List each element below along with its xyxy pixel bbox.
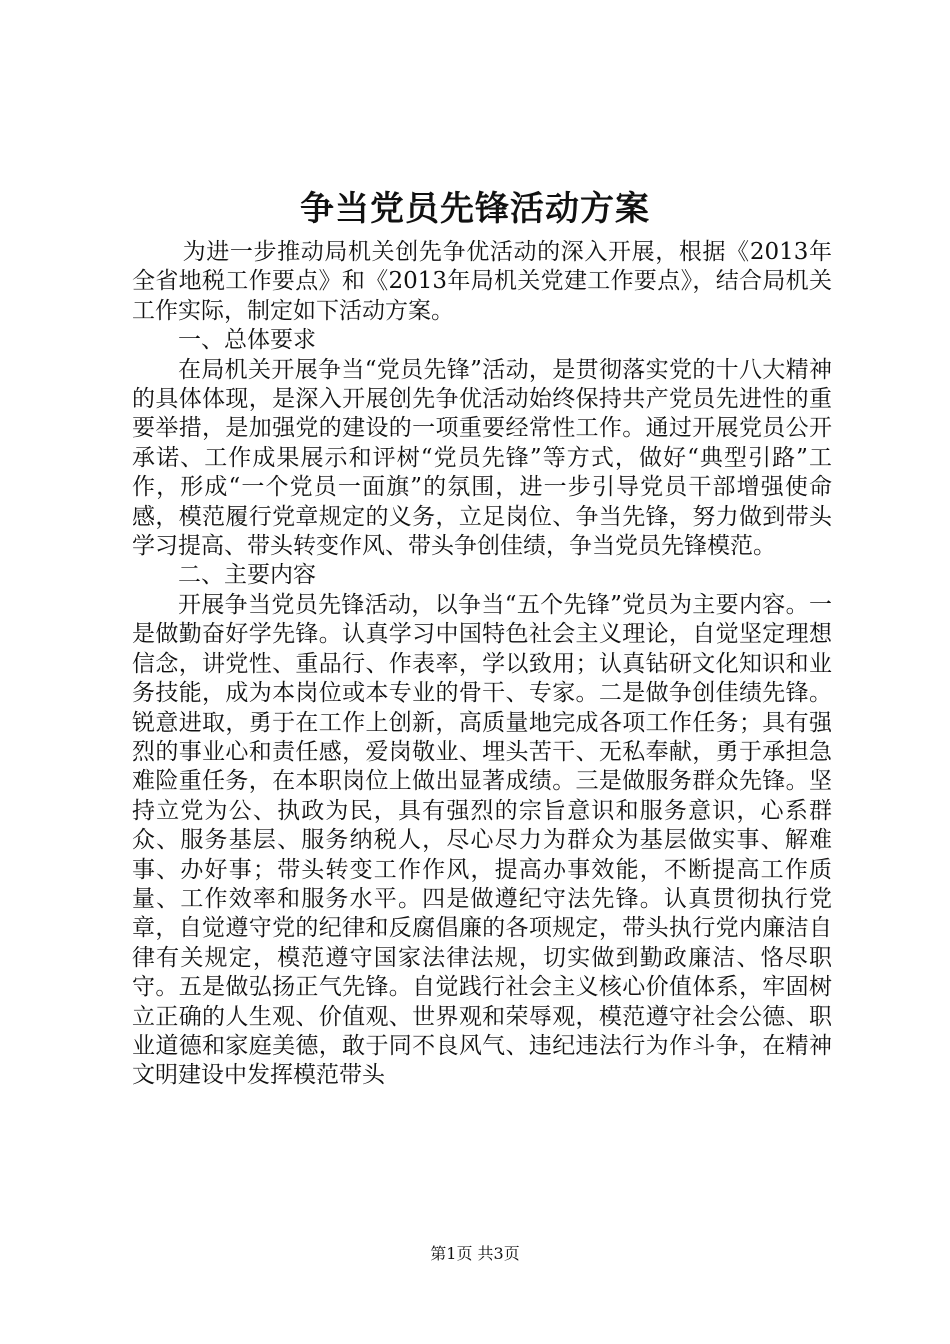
general-requirements-paragraph: 在局机关开展争当“党员先锋”活动，是贯彻落实党的十八大精神的具体体现，是深入开展创先争优活动始终保持共产党员先进性的重要举措，是加强党的建设的一项重要经常性工作。通过开展党员公开承诺、工作成果展示和评树“党员先锋”等方式，做好“典型引路”工作，形成“一个党员一面旗”的氛围，进一步引导党员干部增强使命感，模范履行党章规定的义务，立足岗位、争当先锋，努力做到带头学习提高、带头转变作风、带头争创佳绩，争当党员先锋模范。 <box>132 356 832 560</box>
document-body <box>132 238 832 1091</box>
section-heading-main-content: 二、主要内容 <box>178 562 316 589</box>
intro-paragraph: 为进一步推动局机关创先争优活动的深入开展，根据《2013年全省地税工作要点》和《2013年局机关党建工作要点》，结合局机关工作实际，制定如下活动方案。 <box>132 239 832 324</box>
document-title: 争当党员先锋活动方案 <box>300 189 650 229</box>
main-content-paragraph: 开展争当党员先锋活动，以争当“五个先锋”党员为主要内容。一是做勤奋好学先锋。认真学习中国特色社会主义理论，自觉坚定理想信念，讲党性、重品行、作表率，学以致用；认真钻研文化知识和业务技能，成为本岗位或本专业的骨干、专家。二是做争创佳绩先锋。锐意进取，勇于在工作上创新，高质量地完成各项工作任务；具有强烈的事业心和责任感，爱岗敬业、埋头苦干、无私奉献，勇于承担急难险重任务，在本职岗位上做出显著成绩。三是做服务群众先锋。坚持立党为公、执政为民，具有强烈的宗旨意识和服务意识，心系群众、服务基层、服务纳税人，尽心尽力为群众为基层做实事、解难事、办好事；带头转变工作作风，提高办事效能，不断提高工作质量、工作效率和服务水平。四是做遵纪守法先锋。认真贯彻执行党章，自觉遵守党的纪律和反腐倡廉的各项规定，带头执行党内廉洁自律有关规定，模范遵守国家法律法规，切实做到勤政廉洁、恪尽职守。五是做弘扬正气先锋。自觉践行社会主义核心价值体系，牢固树立正确的人生观、价值观、世界观和荣辱观，模范遵守社会公德、职业道德和家庭美德，敢于同不良风气、违纪违法行为作斗争，在精神文明建设中发挥模范带头 <box>132 591 832 1089</box>
section-heading-general-requirements: 一、总体要求 <box>178 327 316 354</box>
page-number-footer: 第1页 共3页 <box>430 1244 520 1263</box>
